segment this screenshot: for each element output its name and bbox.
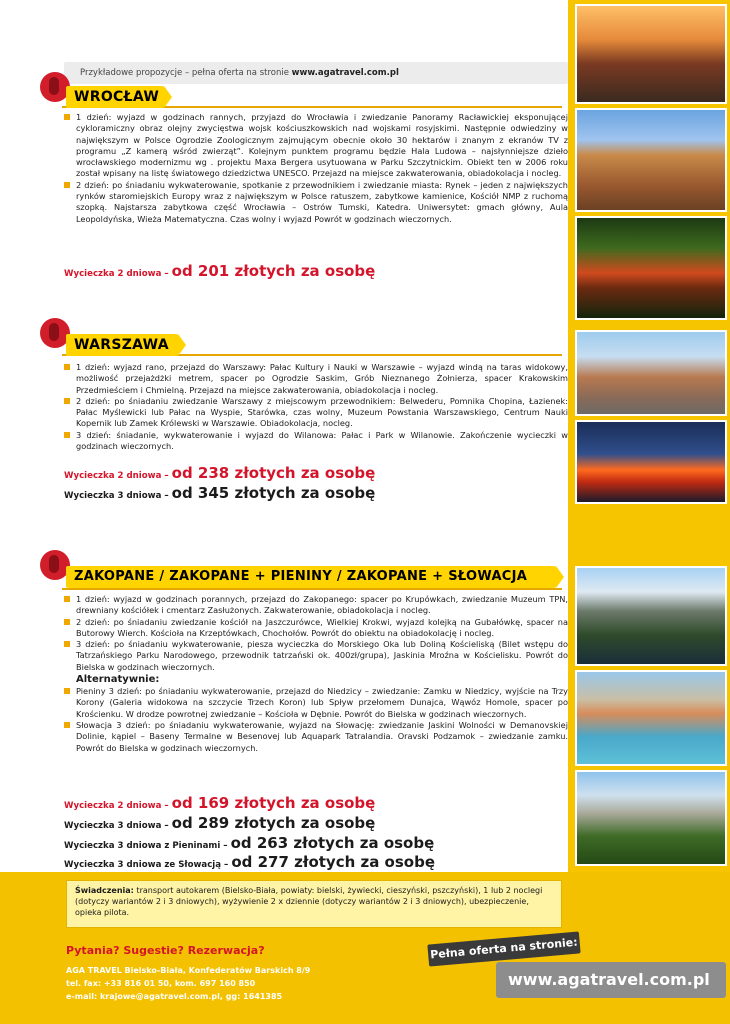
price-amount: od 238 złotych za osobę: [171, 464, 376, 482]
price-line: Wycieczka 2 dniowa – od 238 złotych za osobę: [64, 464, 376, 482]
photo-pieniny-peaks: [575, 770, 727, 866]
included-services-text: transport autokarem (Bielsko-Biała, powiaty: bielski, żywiecki, cieszyński, pszczyński), 1 lub 2 noclegi (dotyczy wariantów 2 i 3 dniowych), wyżywienie 2 x dziennie (dotyczy wariantów 2 i 3 dniowych), ubezpieczenie, opieka pilota.: [75, 886, 543, 917]
photo-wroclaw-park-bridge: [575, 216, 727, 320]
included-services-box: [66, 880, 562, 928]
section-title-warszawa: WARSZAWA: [66, 334, 178, 356]
alternatives-heading: Alternatywnie:: [76, 674, 160, 686]
price-line: Wycieczka 3 dniowa – od 289 złotych za osobę: [64, 814, 376, 832]
photo-warsaw-old-town: [575, 330, 727, 416]
price-line: Wycieczka 3 dniowa ze Słowacją – od 277 złotych za osobę: [64, 853, 436, 871]
offer-label: Pełna oferta na stronie:: [427, 931, 580, 966]
bullet-icon: [64, 688, 70, 694]
zakopane-program: [64, 594, 568, 754]
price-line: Wycieczka 3 dniowa – od 345 złotych za osobę: [64, 484, 376, 502]
price-amount: od 289 złotych za osobę: [171, 814, 376, 832]
offer-url[interactable]: www.agatravel.com.pl: [508, 970, 710, 989]
wroclaw-program: [64, 112, 568, 225]
bullet-icon: [64, 432, 70, 438]
price-amount: od 201 złotych za osobę: [171, 262, 376, 280]
photo-thermal-pools: [575, 670, 727, 766]
warszawa-program: [64, 362, 568, 452]
contact-question: Pytania? Sugestie? Rezerwacja?: [66, 944, 265, 957]
top-note-text: Przykładowe propozycje – pełna oferta na stronie www.agatravel.com.pl: [80, 68, 399, 78]
day-description: 1 dzień: wyjazd w godzinach rannych, przyjazd do Wrocławia i zwiedzanie Panoramy Racławickiej eksponującej cykloramiczny obraz olejny zwycięstwa wojsk kościuszkowskich nad wojskami rosyjskimi. Następnie odwiedziny w największym w Polsce Ogrodzie Zoologicznym zajmującym obecnie około 30 hektarów i znanym z ekranów TV z programu „Z kamerą wśród zwierząt”. Kolejnym punktem programu będzie Hala Ludowa – najsłynniejsze dzieło wrocławskiego modernizmu wg . projektu Maxa Bergera usytuowana w Parku Szczytnickim. Obiekt ten w 2006 roku został wpisany na listę światowego dziedzictwa UNESCO. Przejazd na miejsce zakwaterowania, obiadokolacja i nocleg.: [64, 112, 568, 180]
bullet-icon: [64, 364, 70, 370]
day-description: 1 dzień: wyjazd w godzinach porannych, przejazd do Zakopanego: spacer po Krupówkach, zwiedzanie Muzeum TPN, drewniany kościółek i cmentarz Zasłużonych. Zakwaterowanie, obiadokolacja i nocleg.: [64, 594, 568, 617]
photo-national-stadium: [575, 420, 727, 504]
bullet-icon: [64, 596, 70, 602]
day-description: 3 dzień: śniadanie, wykwaterowanie i wyjazd do Wilanowa: Pałac i Park w Wilanowie. Zakończenie wycieczki w godzinach wieczornych.: [64, 430, 568, 453]
price-line: Wycieczka 3 dniowa z Pieninami – od 263 złotych za osobę: [64, 834, 435, 852]
photo-tatra-mountains: [575, 566, 727, 666]
section-rule: [62, 588, 562, 590]
photo-wroclaw-town-hall: [575, 108, 727, 212]
day-description: 2 dzień: po śniadaniu zwiedzanie Warszawy z miejscowym przewodnikiem: Belwederu, Pomnika Chopina, Łazienek: Pałac Myślewicki lub Pałac na Wyspie, Starówka, czas wolny, Muzeum Powstania Warszawskiego, Centrum Nauki Kopernik lub Zamek Królewski w Warszawie. Obiadokolacja, nocleg.: [64, 396, 568, 430]
bullet-icon: [64, 722, 70, 728]
alternative-description: Słowacja 3 dzień: po śniadaniu wykwaterowanie, wyjazd na Słowację: zwiedzanie Jaskini Wolności w Demanovskiej Dolinie, kąpiel – Baseny Termalne w Besenovej lub Aquapark Tatralandia. Oravski Podzamok – zwiedzanie zamku. Powrót do Bielska w godzinach wieczornych.: [64, 720, 568, 754]
bullet-icon: [64, 641, 70, 647]
contact-email[interactable]: e-mail: krajowe@agatravel.com.pl, gg: 1641385: [66, 992, 283, 1001]
contact-address: AGA TRAVEL Bielsko-Biała, Konfederatów Barskich 8/9: [66, 966, 311, 975]
price-amount: od 263 złotych za osobę: [230, 834, 435, 852]
contact-phone[interactable]: tel. fax: +33 816 01 50, kom. 697 160 850: [66, 979, 256, 988]
price-line: Wycieczka 2 dniowa – od 169 złotych za osobę: [64, 794, 376, 812]
bullet-icon: [64, 398, 70, 404]
day-description: 3 dzień: po śniadaniu wykwaterowanie, piesza wycieczka do Morskiego Oka lub Doliną Kościeliską (Bilet wstępu do Tatrzańskiego Parku Narodowego, przewodnik tatrzański ok. 400zł/grupa), Jaskinia Mroźna w Kościelisku. Powrót do Bielska w godzinach wieczornych.: [64, 639, 568, 673]
bullet-icon: [64, 182, 70, 188]
price-line: Wycieczka 2 dniowa – od 201 złotych za osobę: [64, 262, 376, 280]
included-services-label: Świadczenia:: [75, 886, 134, 895]
day-description: 2 dzień: po śniadaniu zwiedzanie kościół na Jaszczurówce, Wielkiej Krokwi, wyjazd kolejką na Gubałówkę, spacer na Butorowy Wierch. Kościoła na Krzeptówkach, Chochołów. Powrót do obiektu na obiadokolację i nocleg.: [64, 617, 568, 640]
photo-wroclaw-panorama: [575, 4, 727, 104]
section-title-zakopane: ZAKOPANE / ZAKOPANE + PIENINY / ZAKOPANE + SŁOWACJA: [66, 566, 556, 588]
price-amount: od 277 złotych za osobę: [231, 853, 436, 871]
section-title-wroclaw: WROCŁAW: [66, 86, 164, 108]
bullet-icon: [64, 114, 70, 120]
alternative-description: Pieniny 3 dzień: po śniadaniu wykwaterowanie, przejazd do Niedzicy – zwiedzanie: Zamku w Niedzicy, wyjście na Trzy Korony (Galeria widokowa na szczycie Trzech Koron) lub Spływ przełomem Dunajca, Wąwóz Homole, spacer po Krościenku. W drodze powrotnej zwiedzanie – Kościoła w Dębnie. Powrót do Bielska w godzinach wieczornych.: [64, 686, 568, 720]
bullet-icon: [64, 619, 70, 625]
day-description: 2 dzień: po śniadaniu wykwaterowanie, spotkanie z przewodnikiem i zwiedzanie miasta: Rynek – jeden z największych rynków staromiejskich Europy wraz z największym w Polsce ratuszem, zabytkowe kamienice, Kościół NMP z ruchomą szopką. Najstarsza zabytkowa część Wrocławia – Ostrów Tumski, Katedra. Uniwersytet: gmach główny, Aula Leopoldyńska, Wieża Matematyczna. Czas wolny i wyjazd Powrót w godzinach wieczornych.: [64, 180, 568, 225]
price-amount: od 169 złotych za osobę: [171, 794, 376, 812]
top-note-url[interactable]: www.agatravel.com.pl: [291, 68, 399, 78]
day-description: 1 dzień: wyjazd rano, przejazd do Warszawy: Pałac Kultury i Nauki w Warszawie – wyjazd windą na taras widokowy, możliwość przejażdżki metrem, spacer po Ogrodzie Saskim, Grób Nieznanego Żołnierza, spacer Krakowskim Przedmieściem i Chmielną. Przejazd na miejsce zakwaterowania, obiadokolacja i nocleg.: [64, 362, 568, 396]
price-amount: od 345 złotych za osobę: [171, 484, 376, 502]
